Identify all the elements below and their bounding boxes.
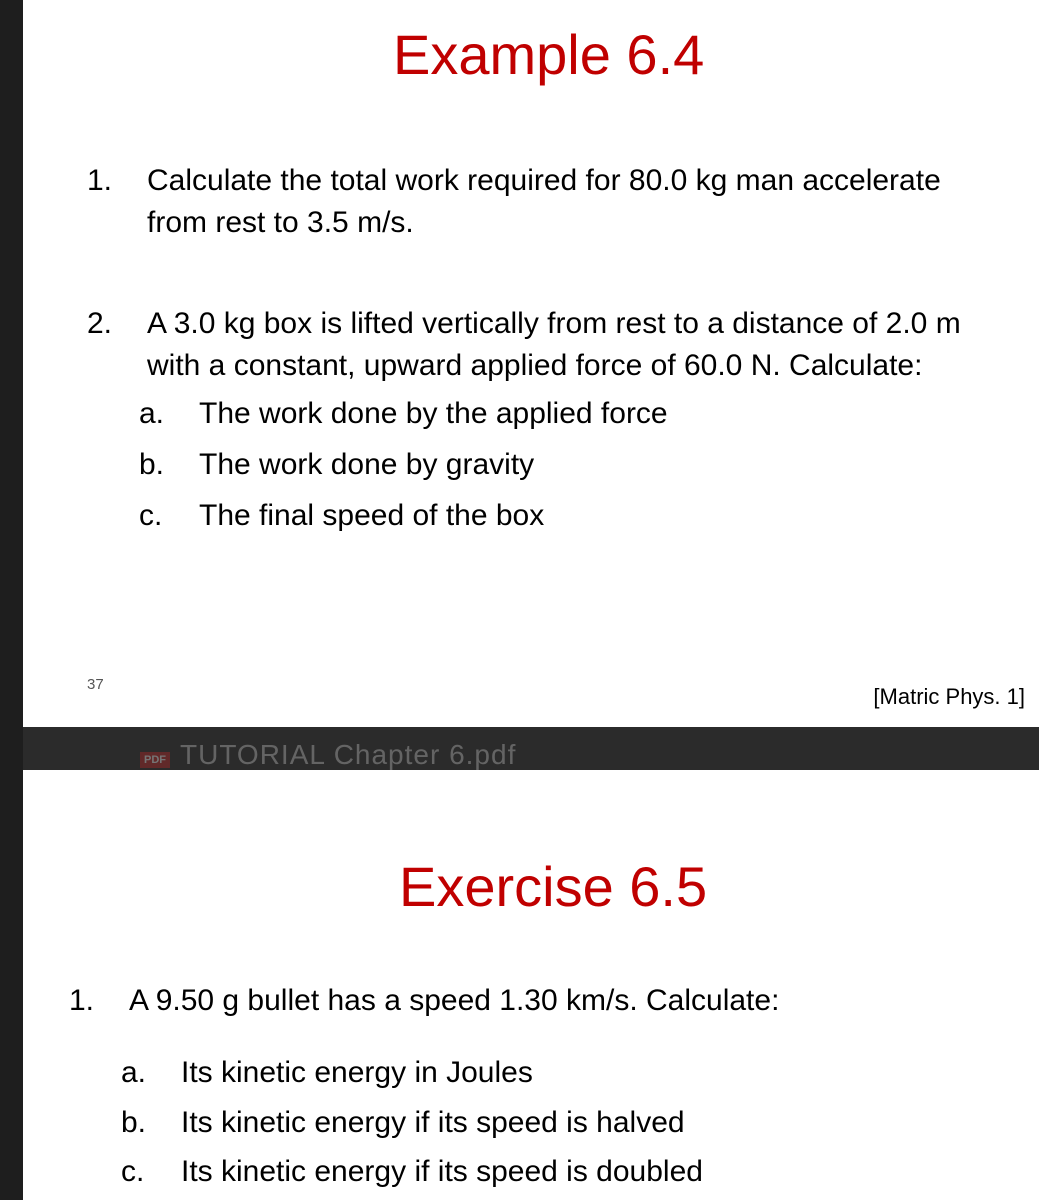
part-letter: a. — [139, 397, 165, 430]
part-letter: c. — [121, 1155, 145, 1188]
file-name: TUTORIAL Chapter 6.pdf — [180, 740, 517, 770]
part-letter: c. — [139, 499, 163, 532]
part-text: Its kinetic energy in Joules — [181, 1056, 533, 1089]
question-number: 1. — [69, 984, 95, 1017]
pdf-page-38 — [23, 770, 1039, 1200]
page-title: Exercise 6.5 — [399, 855, 708, 918]
part-text: The work done by the applied force — [199, 397, 668, 430]
pdf-page-37 — [23, 0, 1039, 727]
part-letter: a. — [121, 1056, 147, 1089]
part-text: Its kinetic energy if its speed is halved — [181, 1106, 685, 1139]
part-letter: b. — [121, 1106, 147, 1139]
question-number: 1. — [87, 164, 113, 197]
page-title: Example 6.4 — [393, 23, 705, 86]
question-text-line-1: A 3.0 kg box is lifted vertically from rest to a distance of 2.0 m — [147, 307, 961, 340]
question-number: 2. — [87, 307, 113, 340]
viewer-left-edge — [0, 0, 23, 1200]
part-text: Its kinetic energy if its speed is doubled — [181, 1155, 703, 1188]
question-text-line-2: from rest to 3.5 m/s. — [147, 206, 414, 239]
source-reference: [Matric Phys. 1] — [873, 684, 1025, 709]
question-text-line-2: with a constant, upward applied force of 60.0 N. Calculate: — [147, 349, 923, 382]
part-text: The final speed of the box — [199, 499, 545, 532]
question-text-line-1: Calculate the total work required for 80.0 kg man accelerate — [147, 164, 941, 197]
file-tab[interactable] — [140, 740, 516, 770]
part-letter: b. — [139, 448, 165, 481]
slide-number: 37 — [87, 676, 104, 693]
part-text: The work done by gravity — [199, 448, 535, 481]
pdf-icon: PDF — [140, 752, 170, 768]
question-text: A 9.50 g bullet has a speed 1.30 km/s. Calculate: — [129, 984, 780, 1017]
